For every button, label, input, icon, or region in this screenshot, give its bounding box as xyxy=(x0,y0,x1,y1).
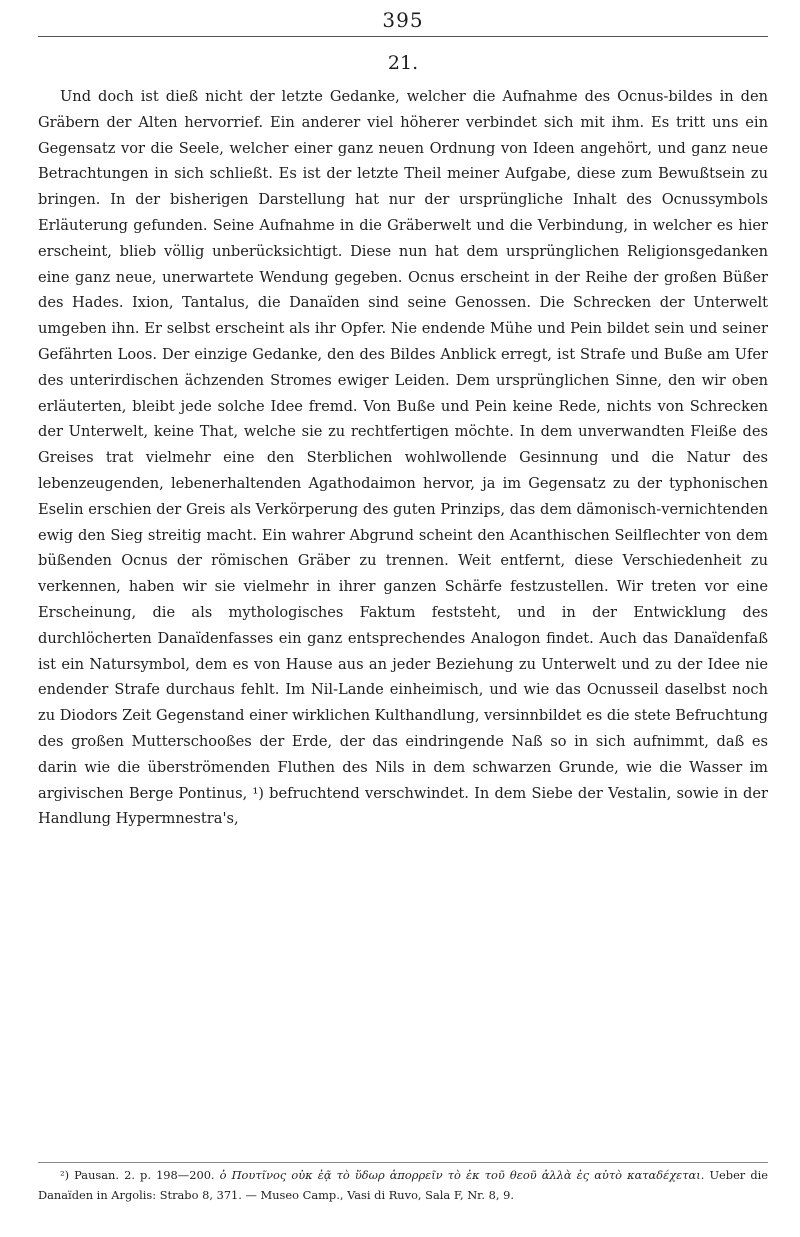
book-page xyxy=(38,0,768,1237)
footnote-rule xyxy=(38,1162,768,1163)
footnote-citation: Pausan. 2. p. 198—200. xyxy=(74,1168,215,1182)
footnote-marker: ²) xyxy=(60,1168,70,1182)
footnote-references: Ueber die Danaïden in Argolis: Strabo 8, 371. — Museo Camp., Vasi di Ruvo, Sala F, Nr. 8, 9. xyxy=(38,1168,769,1202)
header-rule xyxy=(38,36,768,37)
body-paragraph: Und doch ist dieß nicht der letzte Gedanke, welcher die Aufnahme des Ocnus-bildes in den Gräbern der Alten hervorrief. Ein anderer viel höherer verbindet sich mit ihm. Es tritt uns ein Gegensatz vor die Seele, welcher einer ganz neuen Ordnung von Ideen angehört, und ganz neue Betrachtungen in sich schließt. Es ist der letzte Theil meiner Aufgabe, diese zum Bewußtsein zu bringen. In der bisherigen Darstellung hat nur der ursprüngliche Inhalt des Ocnussymbols Erläuterung gefunden. Seine Aufnahme in die Gräberwelt und die Verbindung, in welcher es hier erscheint, blieb völlig unberücksichtigt. Diese nun hat dem ursprünglichen Religionsgedanken eine ganz neue, unerwartete Wendung gegeben. Ocnus erscheint in der Reihe der großen Büßer des Hades. Ixion, Tantalus, die Danaïden sind seine Genossen. Die Schrecken der Unterwelt umgeben ihn. Er selbst erscheint als ihr Opfer. Nie endende Mühe und Pein bildet sein und seiner Gefährten Loos. Der einzige Gedanke, den des Bildes Anblick erregt, ist Strafe und Buße am Ufer des unterirdischen ächzenden Stromes ewiger Leiden. Dem ursprünglichen Sinne, den wir oben erläuterten, bleibt jede solche Idee fremd. Von Buße und Pein keine Rede, nichts von Schrecken der Unterwelt, keine That, welche sie zu rechtfertigen möchte. In dem unverwandten Fleiße des Greises trat vielmehr eine den Sterblichen wohlwollende Gesinnung und die Natur des lebenzeugenden, lebenerhaltenden Agathodaimon hervor, ja im Gegensatz zu der typhonischen Eselin erschien der Greis als Verkörperung des guten Prinzips, das dem dämonisch-vernichtenden ewig den Sieg streitig macht. Ein wahrer Abgrund scheint den Acanthischen Seilflechter von dem büßenden Ocnus der römischen Gräber zu trennen. Weit entfernt, diese Verschiedenheit zu verkennen, haben wir sie vielmehr in ihrer ganzen Schärfe festzustellen. Wir treten vor eine Erscheinung, die als mythologisches Faktum feststeht, und in der Entwicklung des durchlöcherten Danaïdenfasses ein ganz entsprechendes Analogon findet. Auch das Danaïdenfaß ist ein Natursymbol, dem es von Hause aus an jeder Beziehung zu Unterwelt und zu der Idee nie endender Strafe durchaus fehlt. Im Nil-Lande einheimisch, und wie das Ocnusseil daselbst noch zu Diodors Zeit Gegenstand einer wirklichen Kulthandlung, versinnbildet es die stete Befruchtung des großen Mutterschooßes der Erde, der das eindringende Naß so in sich aufnimmt, daß es darin wie die überströmenden Fluthen des Nils in dem schwarzen Grunde, wie die Wasser im argivischen Berge Pontinus, ¹) befruchtend verschwindet. In dem Siebe der Vestalin, sowie in der Handlung Hypermnestra's, xyxy=(38,88,768,828)
footnote-greek-quote: ὁ Πουτῖνος οὐκ ἐᾷ τὸ ὕδωρ ἀπορρεῖν τὸ ἐκ τοῦ θεοῦ ἀλλὰ ἐς αὐτὸ καταδέχεται. xyxy=(219,1168,705,1182)
footnote xyxy=(38,1166,768,1205)
page-number: 395 xyxy=(382,8,424,32)
section-number: 21. xyxy=(387,52,419,74)
